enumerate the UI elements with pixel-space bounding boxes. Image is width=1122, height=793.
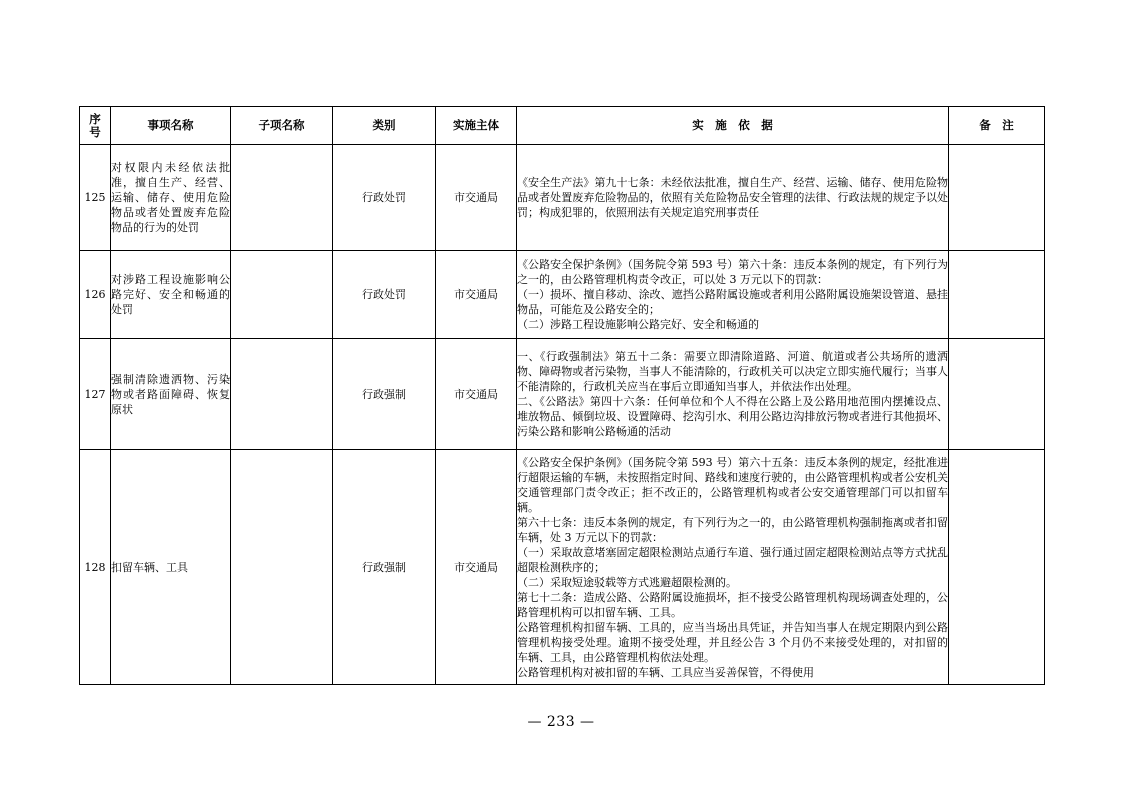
table-row [80, 339, 1045, 450]
row-basis [517, 450, 949, 685]
basis-paragraph: 第七十二条：造成公路、公路附属设施损坏，拒不接受公路管理机构现场调查处理的，公路管理机构可以扣留车辆、工具。 [517, 590, 948, 619]
page-number: — 233 — [527, 714, 595, 730]
row-agency: 市交通局 [436, 450, 517, 685]
basis-paragraph: （二）涉路工程设施影响公路完好、安全和畅通的 [517, 318, 759, 331]
row-subitem-name [231, 450, 333, 685]
row-category: 行政强制 [333, 450, 436, 685]
basis-paragraph: （二）采取短途驳载等方式逃避超限检测的。 [517, 575, 737, 589]
row-remarks [949, 145, 1045, 251]
row-seq: 128 [80, 450, 111, 685]
row-basis [517, 339, 949, 450]
table-row [80, 145, 1045, 251]
basis-paragraph: 第六十七条：违反本条例的规定，有下列行为之一的，由公路管理机构强制拖离或者扣留车辆，处 3 万元以下的罚款： [517, 515, 948, 544]
header-category: 类别 [333, 107, 436, 145]
row-category: 行政处罚 [333, 251, 436, 339]
basis-paragraph: 公路管理机构对被扣留的车辆、工具应当妥善保管，不得使用 [517, 665, 814, 679]
basis-paragraph: （一）采取故意堵塞固定超限检测站点通行车道、强行通过固定超限检测站点等方式扰乱超限检测秩序的； [517, 545, 948, 574]
header-seq: 序 号 [80, 107, 111, 145]
row-agency: 市交通局 [436, 339, 517, 450]
table-row [80, 450, 1045, 685]
row-subitem-name [231, 251, 333, 339]
header-agency: 实施主体 [436, 107, 517, 145]
row-seq: 127 [80, 339, 111, 450]
basis-paragraph: 《安全生产法》第九十七条：未经依法批准，擅自生产、经营、运输、储存、使用危险物品或者处置废弃危险物品的，依照有关危险物品安全管理的法律、行政法规的规定予以处罚；构成犯罪的，依照刑法有关规定追究刑事责任 [517, 176, 948, 219]
row-category: 行政强制 [333, 339, 436, 450]
header-remarks: 备 注 [949, 107, 1045, 145]
row-basis [517, 145, 949, 251]
basis-paragraph: 公路管理机构扣留车辆、工具的，应当当场出具凭证，并告知当事人在规定期限内到公路管理机构接受处理。逾期不接受处理，并且经公告 3 个月仍不来接受处理的，对扣留的车辆、工具，由公路管理机构依法处理。 [517, 620, 948, 664]
row-remarks [949, 251, 1045, 339]
row-item-name: 对涉路工程设施影响公路完好、安全和畅通的处罚 [111, 251, 231, 339]
row-agency: 市交通局 [436, 251, 517, 339]
header-subitem-name: 子项名称 [231, 107, 333, 145]
row-item-name: 扣留车辆、工具 [111, 450, 231, 685]
row-seq: 125 [80, 145, 111, 251]
basis-paragraph: 一、《行政强制法》第五十二条：需要立即清除道路、河道、航道或者公共场所的遗洒物、障碍物或者污染物，当事人不能清除的，行政机关可以决定立即实施代履行；当事人不能清除的，行政机关应当在事后立即通知当事人，并依法作出处理。 [517, 350, 948, 393]
header-item-name: 事项名称 [111, 107, 231, 145]
row-agency: 市交通局 [436, 145, 517, 251]
row-remarks [949, 339, 1045, 450]
basis-paragraph: 《公路安全保护条例》（国务院令第 593 号）第六十条：违反本条例的规定，有下列行为之一的，由公路管理机构责令改正，可以处 3 万元以下的罚款： [517, 258, 948, 286]
row-remarks [949, 450, 1045, 685]
header-basis: 实 施 依 据 [517, 107, 949, 145]
row-subitem-name [231, 339, 333, 450]
basis-paragraph: 二、《公路法》第四十六条：任何单位和个人不得在公路上及公路用地范围内摆摊设点、堆放物品、倾倒垃圾、设置障碍、挖沟引水、利用公路边沟排放污物或者进行其他损坏、污染公路和影响公路畅通的活动 [517, 395, 948, 438]
row-seq: 126 [80, 251, 111, 339]
table-row [80, 251, 1045, 339]
row-item-name: 对权限内未经依法批准，擅自生产、经营、运输、储存、使用危险物品或者处置废弃危险物品的行为的处罚 [111, 145, 231, 251]
row-subitem-name [231, 145, 333, 251]
basis-paragraph: （一）损坏、擅自移动、涂改、遮挡公路附属设施或者利用公路附属设施架设管道、悬挂物品，可能危及公路安全的； [517, 288, 948, 316]
row-category: 行政处罚 [333, 145, 436, 251]
table-header-row [80, 107, 1045, 145]
row-basis [517, 251, 949, 339]
enforcement-items-table [79, 106, 1045, 685]
row-item-name: 强制清除遗洒物、污染物或者路面障碍、恢复原状 [111, 339, 231, 450]
basis-paragraph: 《公路安全保护条例》（国务院令第 593 号）第六十五条：违反本条例的规定，经批准进行超限运输的车辆，未按照指定时间、路线和速度行驶的，由公路管理机构或者公安机关交通管理部门责令改正；拒不改正的，公路管理机构或者公安交通管理部门可以扣留车辆。 [517, 455, 948, 514]
